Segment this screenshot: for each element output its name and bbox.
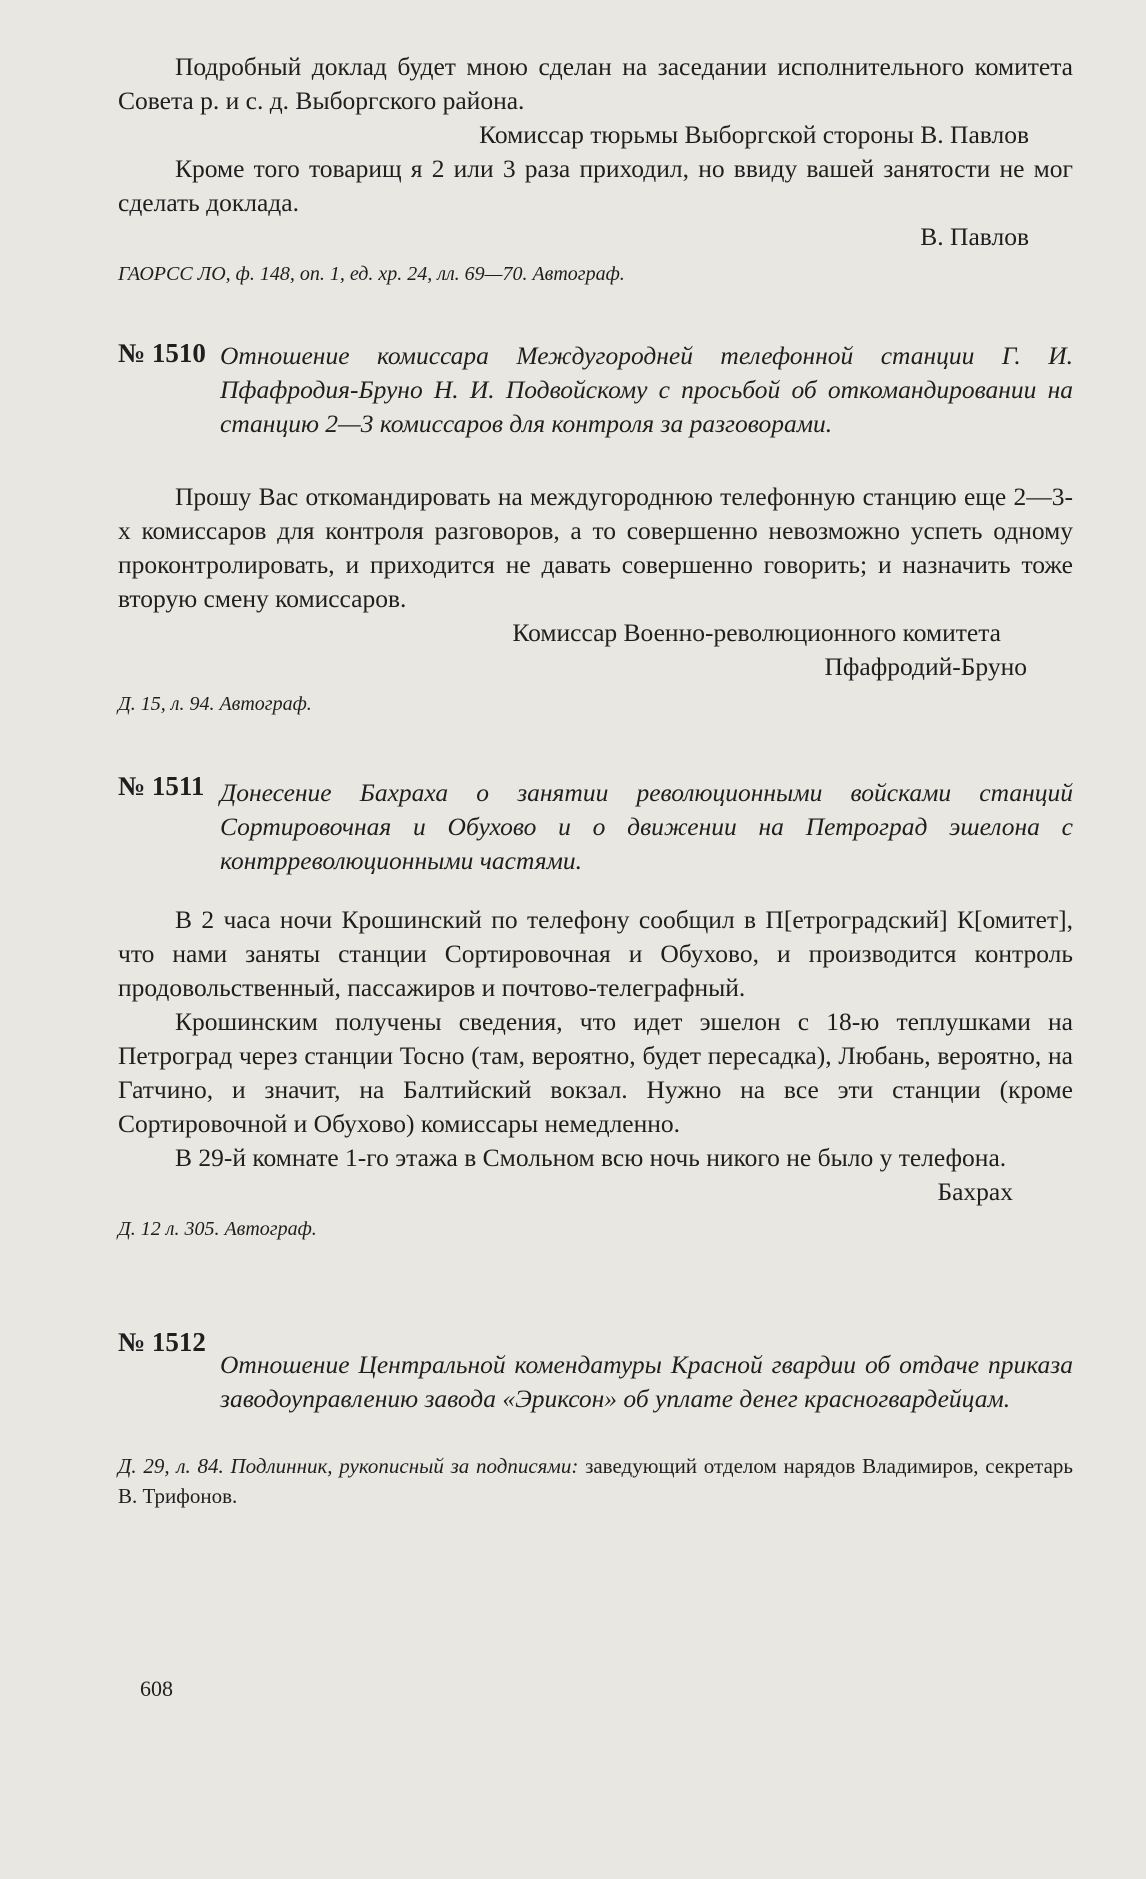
document-1512-source-ref: Д. 29, л. 84. Подлинник, рукописный за подписями: bbox=[118, 1454, 579, 1478]
document-1512-source-signers: заведующий отделом нарядов Владимиров, секретарь В. Трифонов. bbox=[118, 1454, 1073, 1508]
document-1510-title: Отношение комиссара Междугородней телефонной станции Г. И. Пфафродия-Бруно Н. И. Подвойскому с просьбой об откомандировании на станцию 2—3 комиссаров для контроля за разговорами. bbox=[220, 341, 1073, 438]
document-1510-source: Д. 15, л. 94. Автограф. bbox=[118, 693, 312, 715]
intro-signature: Комиссар тюрьмы Выборгской стороны В. Павлов bbox=[479, 120, 1029, 149]
document-1510-signature-name: Пфафродий-Бруно bbox=[824, 652, 1027, 681]
document-number: № 1512 bbox=[118, 1327, 206, 1357]
document-1512-source bbox=[118, 1451, 1073, 1511]
intro-block bbox=[118, 50, 1073, 288]
document-1512-title: Отношение Центральной комендатуры Красной гвардии об отдаче приказа заводоуправлению завода «Эриксон» об уплате денег красногвардейцам. bbox=[220, 1350, 1073, 1413]
document-1511-source: Д. 12 л. 305. Автограф. bbox=[118, 1218, 317, 1240]
document-1511-body bbox=[118, 903, 1073, 1243]
document-1510-paragraph: Прошу Вас откомандировать на междугороднюю телефонную станцию еще 2—3-х комиссаров для контроля разговоров, а то совершенно невозможно успеть одному проконтролировать, и приходится не давать совершенно говорить; и назначить тоже вторую смену комиссаров. bbox=[118, 482, 1073, 613]
intro-postscript-signature: В. Павлов bbox=[920, 222, 1029, 251]
page-number: 608 bbox=[140, 1676, 173, 1701]
document-1511-title: Донесение Бахраха о занятии революционными войсками станций Сортировочная и Обухово и о движении на Петроград эшелона с контрреволюционными частями. bbox=[220, 778, 1073, 875]
document-1510-body bbox=[118, 480, 1073, 718]
document-1511-paragraph-3: В 29-й комнате 1-го этажа в Смольном всю ночь никого не было у телефона. bbox=[175, 1143, 1007, 1172]
intro-postscript: Кроме того товарищ я 2 или 3 раза приходил, но ввиду вашей занятости не мог сделать доклада. bbox=[118, 154, 1073, 217]
intro-source: ГАОРСС ЛО, ф. 148, оп. 1, ед. хр. 24, лл. 69—70. Автограф. bbox=[118, 263, 625, 285]
document-1510-signature-position: Комиссар Военно-революционного комитета bbox=[512, 618, 1001, 647]
intro-paragraph: Подробный доклад будет мною сделан на заседании исполнительного комитета Совета р. и с. д. Выборгского района. bbox=[118, 52, 1073, 115]
document-1511-paragraph-2: Крошинским получены сведения, что идет эшелон с 18-ю теплушками на Петроград через станции Тосно (там, вероятно, будет пересадка), Любань, вероятно, на Гатчино, и значит, на Балтийский вокзал. Нужно на все эти станции (кроме Сортировочной и Обухово) комиссары немедленно. bbox=[118, 1007, 1073, 1138]
document-1511-paragraph-1: В 2 часа ночи Крошинский по телефону сообщил в П[етроградский] К[омитет], что нами заняты станции Сортировочная и Обухово, и производится контроль продовольственный, пассажиров и почтово-телеграфный. bbox=[118, 905, 1073, 1002]
document-number: № 1510 bbox=[118, 338, 206, 368]
document-number: № 1511 bbox=[118, 771, 205, 801]
document-1512-source-block bbox=[118, 1451, 1073, 1511]
document-1511-signature: Бахрах bbox=[937, 1177, 1013, 1206]
